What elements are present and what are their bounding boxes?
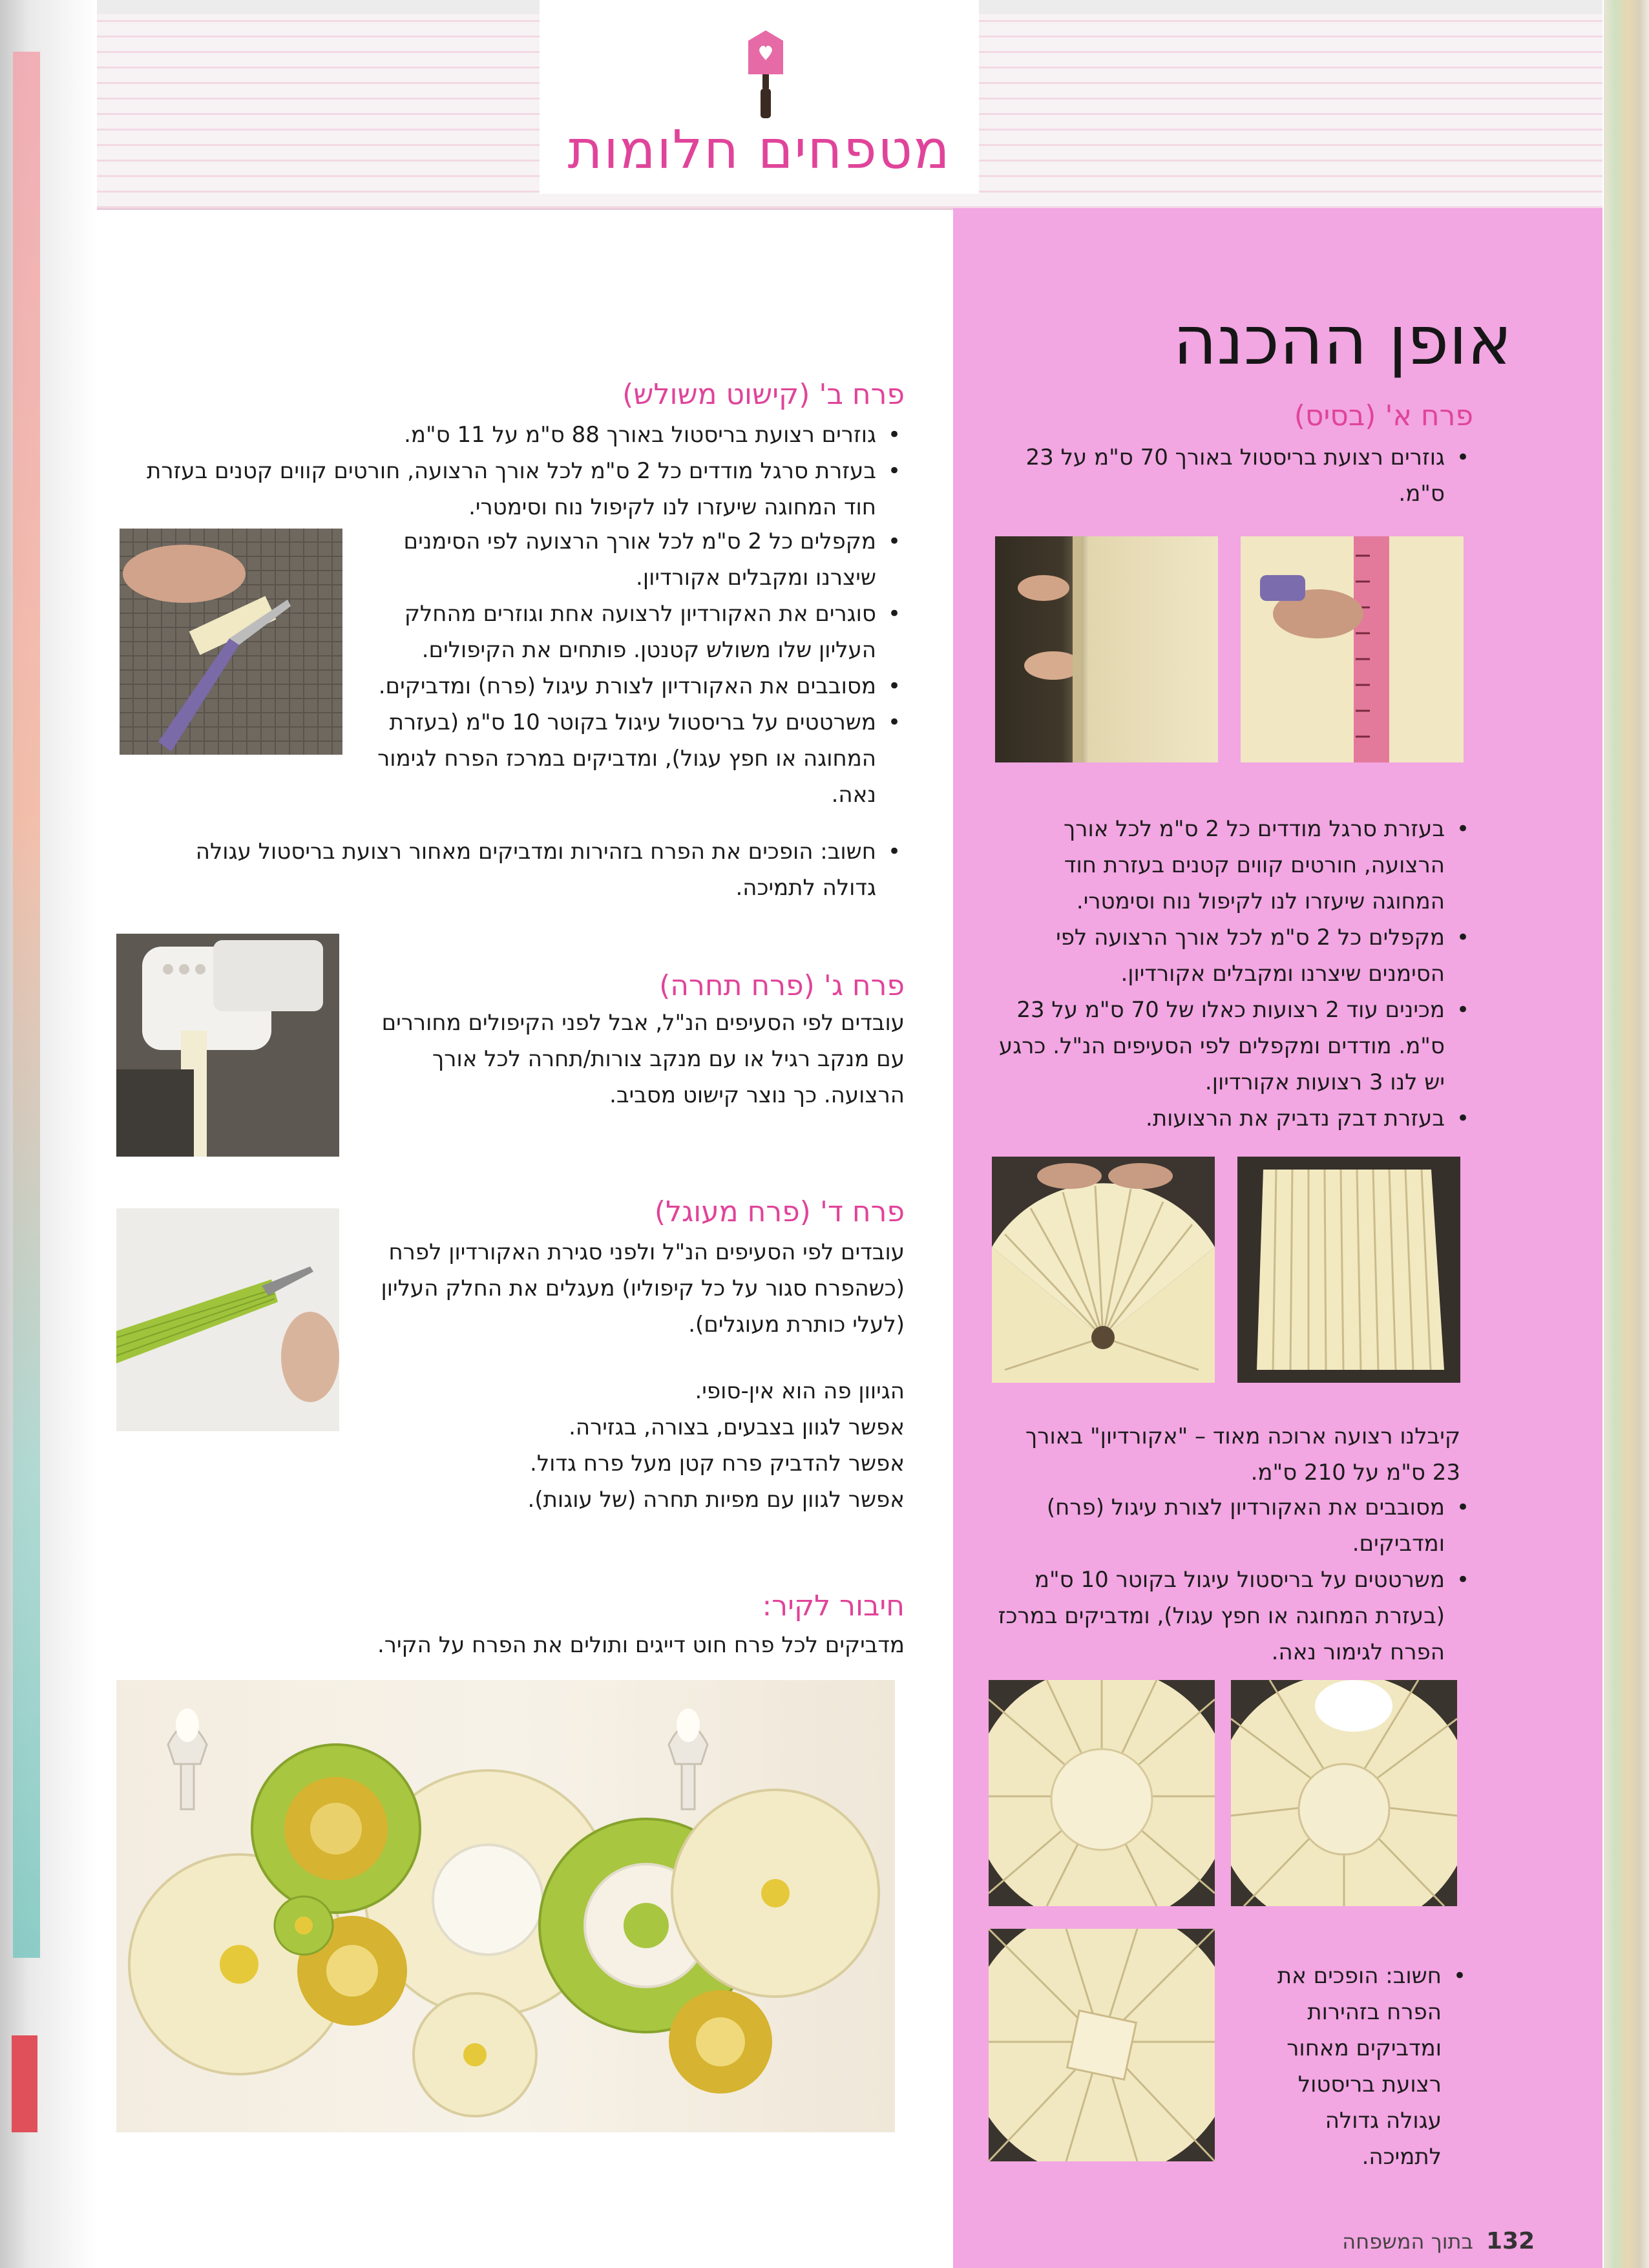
step-photo-fan-open (992, 1157, 1215, 1383)
wall-text: מדביקים לכל פרח חוט דייגים ותולים את הפרח על הקיר. (377, 1632, 905, 1658)
step-photo-accordion (1237, 1157, 1460, 1383)
part-b-list-middle (362, 523, 905, 813)
part-a-result-text: קיבלנו רצועה ארוכה מאוד – "אקורדיון" באורך 23 ס"מ על 210 ס"מ. (1025, 1423, 1460, 1486)
list-item: • מכינים עוד 2 רצועות כאלו של 70 ס"מ על 23 ס"מ. מודדים ומקפלים לפי הסעיפים הנ"ל. כרגע יש לנו 3 רצועות אקורדיון. (995, 992, 1473, 1100)
step-photo-rounding-edges (116, 1208, 339, 1431)
wall-heading: חיבור לקיר: (762, 1590, 905, 1622)
part-a-final-list (1244, 1958, 1470, 2175)
step-photo-measuring (1241, 536, 1464, 762)
facing-page-edge (13, 52, 40, 1958)
list-item: • משרטטים על בריסטול עיגול בקוטר 10 ס"מ (בעזרת המחוגה או חפץ עגול), ומדביקים במרכז הפרח לגימור נאה. (995, 1562, 1473, 1670)
part-d-heading: פרח ד' (פרח מעוגל) (654, 1195, 905, 1228)
list-item: • מקפלים כל 2 ס"מ לכל אורך הרצועה לפי הסימנים שיצרנו ומקבלים אקורדיון. (362, 523, 905, 596)
list-item: • מסובבים את האקורדיון לצורת עיגול (פרח) ומדביקים. (995, 1489, 1473, 1562)
list-item: • גוזרים רצועת בריסטול באורך 88 ס"מ על 11 ס"מ. (116, 417, 905, 453)
step-photo-folding (995, 536, 1218, 762)
part-a-intro-list (995, 439, 1473, 512)
step-photo-lace-punch (116, 934, 339, 1157)
part-c-text: עובדים לפי הסעיפים הנ"ל, אבל לפני הקיפולים מחוררים עם מנקב רגיל או עם מנקב צורות/תחרה לכל אורך הרצועה. כך נוצר קישוט מסביב. (381, 1010, 905, 1108)
list-item: • בעזרת סרגל מודדים כל 2 ס"מ לכל אורך הרצועה, חורטים קווים קטנים בעזרת חוד המחוגה שיעזרו לנו לקיפול נוח וסימטרי. (995, 811, 1473, 919)
section-title: מטפחים חלומות (567, 120, 951, 181)
part-d-variations (362, 1373, 905, 1518)
step-photo-back-support (989, 1929, 1215, 2161)
part-a-result-list (995, 1489, 1473, 1670)
facing-page-marker (12, 2035, 37, 2132)
step-photo-cutting-triangle (120, 529, 342, 755)
variation-line: אפשר לגוון בצבעים, בצורה, בגזירה. (569, 1414, 905, 1440)
magazine-name: בתוך המשפחה (1342, 2229, 1473, 2254)
part-a-heading: פרח א' (בסיס) (1294, 399, 1473, 432)
part-b-list-top (116, 417, 905, 525)
paint-roller-icon (743, 29, 788, 120)
list-item: • בעזרת דבק נדביק את הרצועות. (995, 1100, 1473, 1137)
variation-line: אפשר לגוון עם מפיות תחרה (של עוגות). (527, 1487, 905, 1513)
list-item: • גוזרים רצועת בריסטול באורך 70 ס"מ על 23 ס"מ. (995, 439, 1473, 512)
list-item: • חשוב: הופכים את הפרח בזהירות ומדביקים מאחור רצועת בריסטול עגולה גדולה לתמיכה. (155, 834, 905, 906)
list-item: • חשוב: הופכים את הפרח בזהירות ומדביקים מאחור רצועת בריסטול עגולה גדולה לתמיכה. (1244, 1958, 1470, 2175)
main-title: אופן ההכנה (1173, 301, 1512, 380)
list-item: • משרטטים על בריסטול עיגול בקוטר 10 ס"מ (בעזרת המחוגה או חפץ עגול), ומדביקים במרכז הפרח לגימור נאה. (362, 704, 905, 813)
page-number: 132 (1486, 2228, 1535, 2254)
list-item: • בעזרת סרגל מודדים כל 2 ס"מ לכל אורך הרצועה, חורטים קווים קטנים בעזרת חוד המחוגה שיעזרו לנו לקיפול נוח וסימטרי. (116, 453, 905, 525)
list-item: • מסובבים את האקורדיון לצורת עיגול (פרח) ומדביקים. (362, 668, 905, 704)
variation-line: אפשר להדביק פרח קטן מעל פרח גדול. (530, 1451, 905, 1476)
part-c-heading: פרח ג' (פרח תחרה) (659, 969, 905, 1002)
list-item: • מקפלים כל 2 ס"מ לכל אורך הרצועה לפי הסימנים שיצרנו ומקבלים אקורדיון. (995, 919, 1473, 992)
final-wall-photo (116, 1680, 895, 2132)
part-a-steps-list (995, 811, 1473, 1137)
part-b-list-bottom (155, 834, 905, 906)
variation-line: הגיוון פה הוא אין-סופי. (695, 1378, 905, 1404)
part-b-heading: פרח ב' (קישוט משולש) (622, 378, 905, 411)
page-stack-edge (1604, 0, 1649, 2268)
list-item: • סוגרים את האקורדיון לרצועה אחת וגוזרים מהחלק העליון שלו משולש קטנטן. פותחים את הקיפולים. (362, 596, 905, 668)
step-photo-center-gluing (1231, 1680, 1457, 1906)
part-d-text: עובדים לפי הסעיפים הנ"ל ולפני סגירת האקורדיון לפרח (כשהפרח סגור על כל קיפוליו) מעגלים את החלק העליון (לעלי כותרת מעוגלים). (381, 1239, 905, 1338)
step-photo-center-circle (989, 1680, 1215, 1906)
